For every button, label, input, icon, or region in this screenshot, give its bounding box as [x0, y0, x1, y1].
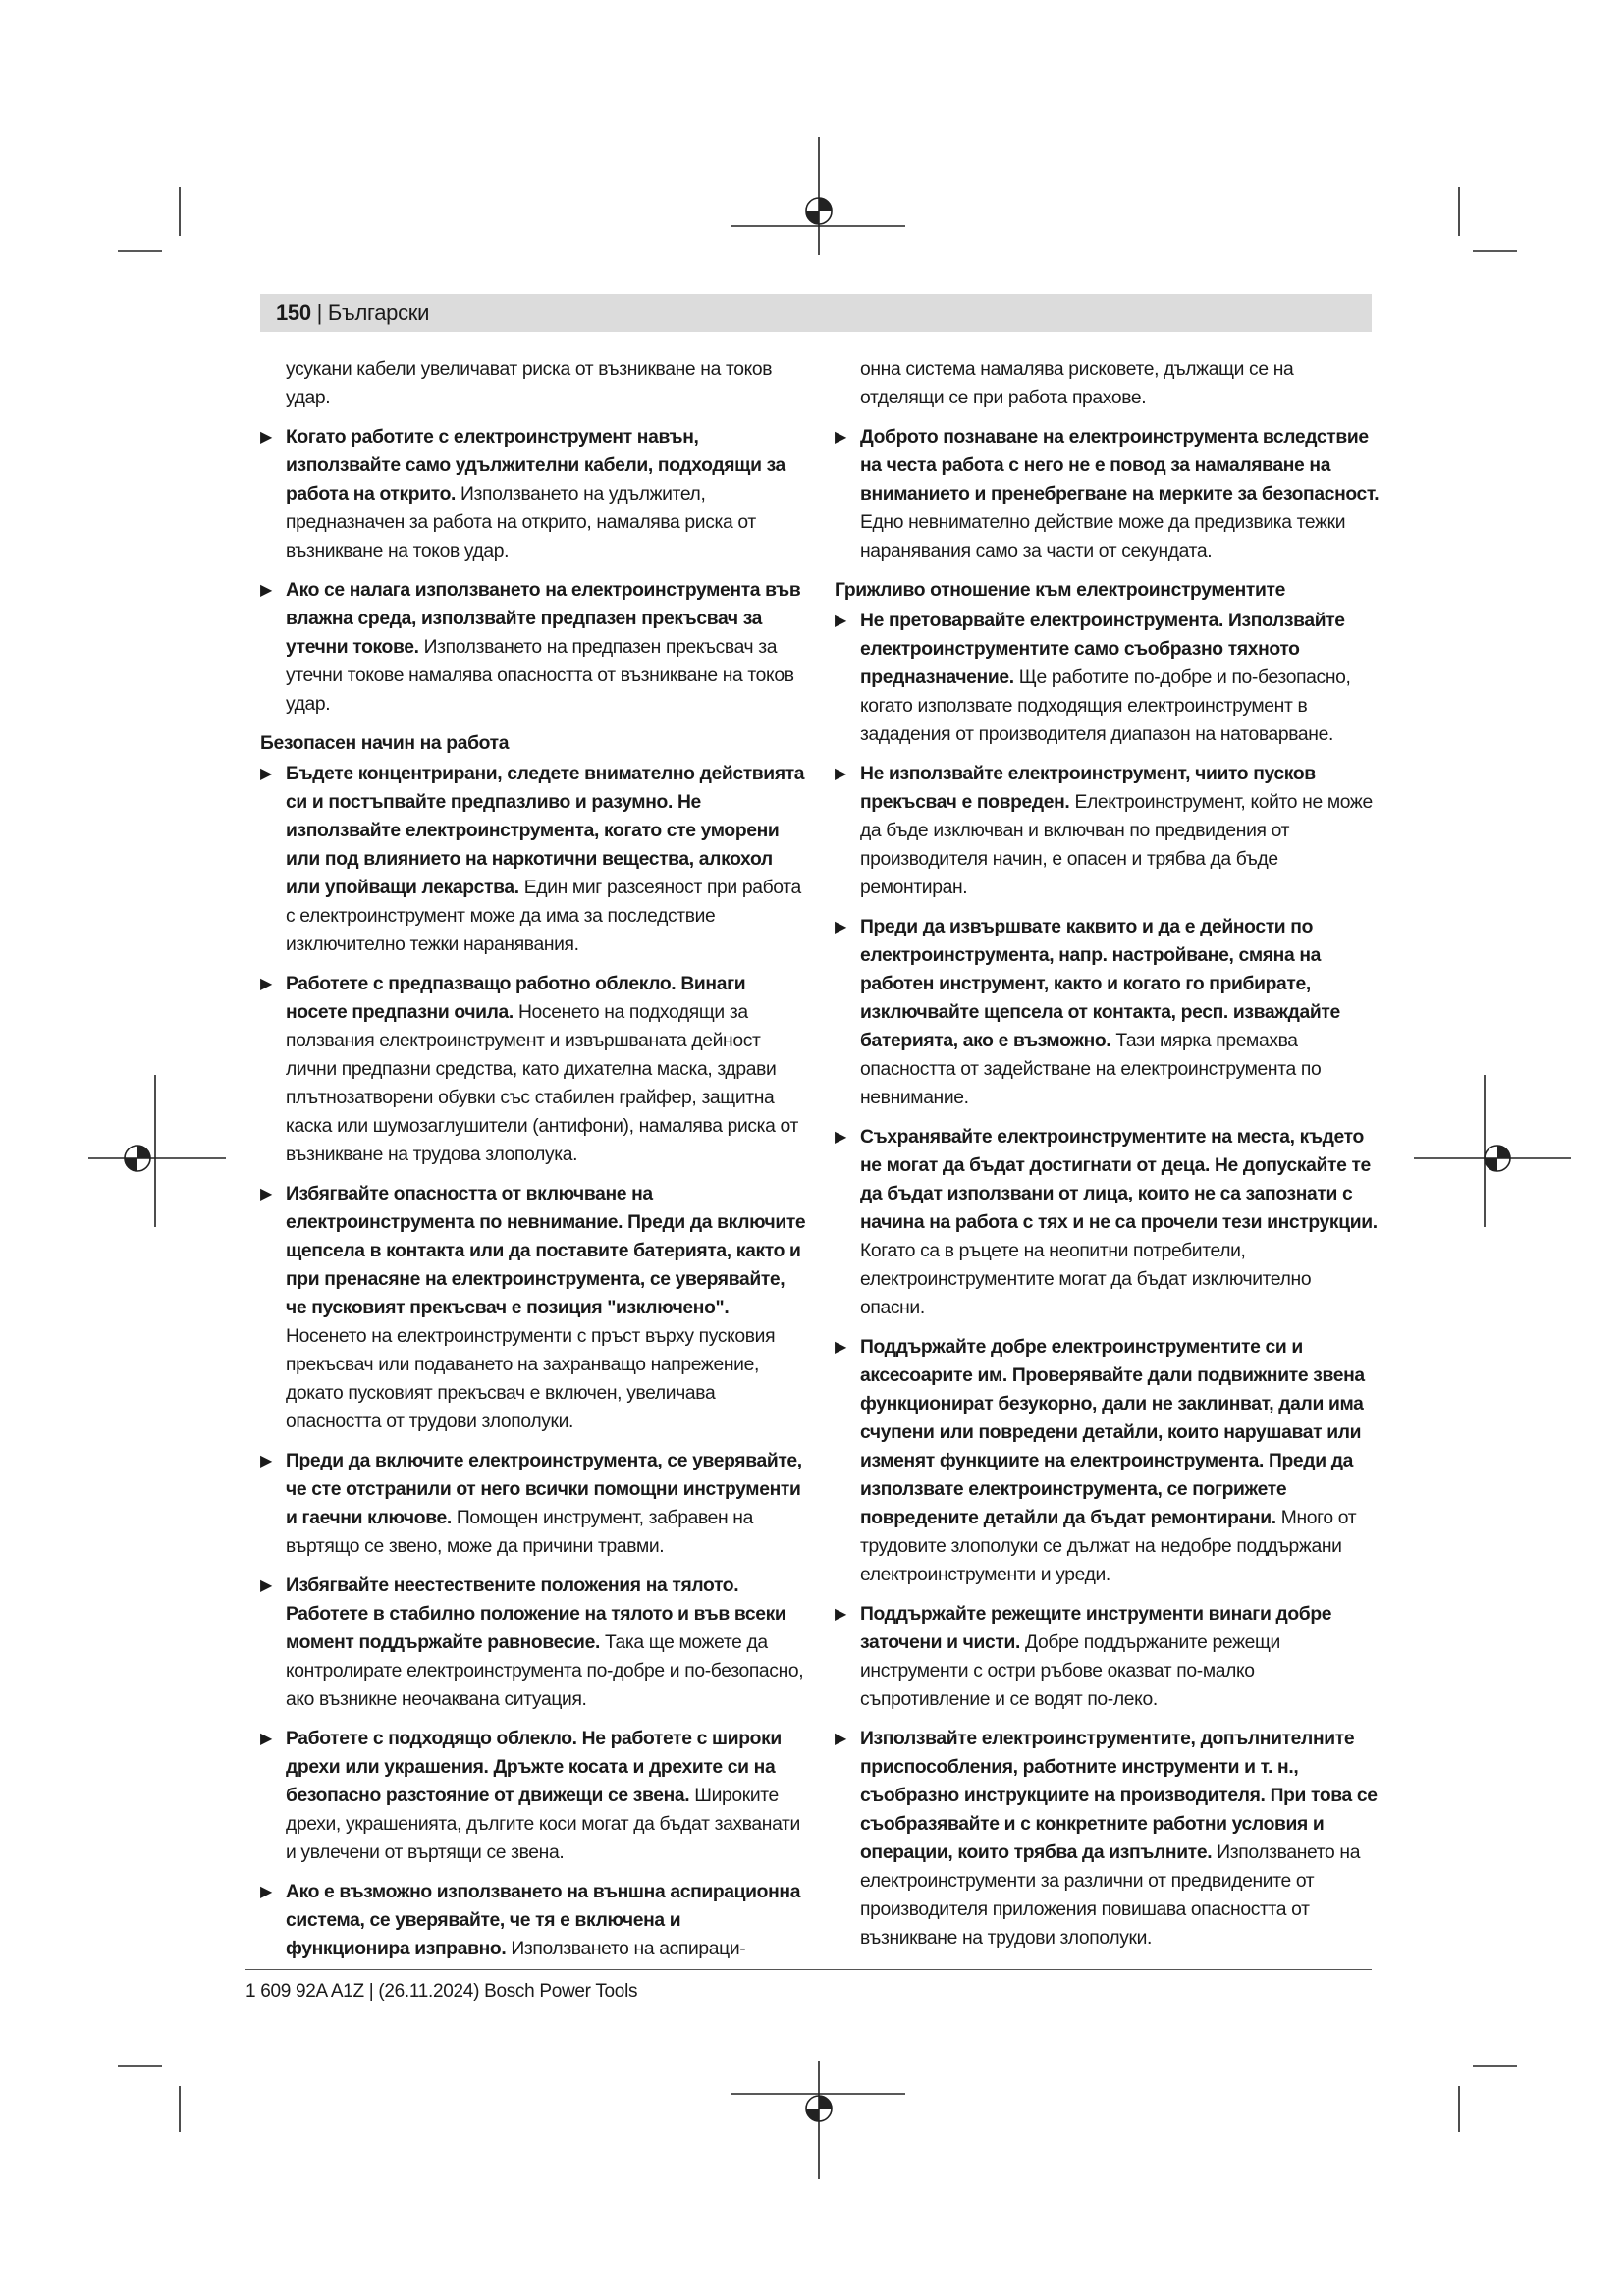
safety-item — [835, 913, 1380, 1112]
item-bold-text: Използвайте електроинструментите, допълнителните приспособления, работните инструменти и т. н., съобразно инструкциите на производителя. При това се съобразявайте и с конкретните работни условия и операции, които трябва да изпълните. — [860, 1729, 1378, 1863]
item-bold-text: Поддържайте добре електроинструментите си и аксесоарите им. Проверявайте дали подвижните звена функционират безукорно, дали не заклинват, дали има счупени или повредени детайли, които нарушават или изменят функциите на електроинструмента. Преди да използвате електроинструмента, се погрижете повредените детайли да бъдат ремонтирани. — [860, 1337, 1365, 1528]
safety-item — [835, 1123, 1380, 1322]
section-heading: Безопасен начин на работа — [260, 733, 510, 754]
item-body-text: Тази мярка премахва опасността от задействане на електроинструмента по невнимание. — [860, 1031, 1322, 1108]
continuation-text: онна система намалява рисковете, дължащи се на отделящи се при работа прахове. — [860, 359, 1294, 408]
header-separator: | — [316, 300, 323, 325]
safety-item — [835, 1600, 1380, 1714]
footer-rule — [245, 1969, 1372, 1970]
bullet-icon: ▶ — [835, 1129, 846, 1146]
item-body-text: Носенето на подходящи за ползвания електроинструмент и извършваната дейност лични предпазни средства, като дихателна маска, здрави плътнозатворени обувки със стабилен грайфер, защитна каска или шумозаглушители (антифони), намалява риска от възникване на трудова злополука. — [286, 1002, 798, 1165]
safety-item — [835, 1333, 1380, 1589]
item-body-text: Когато са в ръцете на неопитни потребители, електроинструментите могат да бъдат изключително опасни. — [860, 1241, 1312, 1318]
safety-item — [260, 1447, 806, 1561]
item-bold-text: Не претоварвайте електроинструмента. Използвайте електроинструментите само съобразно тяхното предназначение. — [860, 611, 1345, 688]
item-body-text: Много от трудовите злополуки се дължат на недобре поддържани електроинструменти и уреди. — [860, 1508, 1357, 1585]
bullet-icon: ▶ — [260, 976, 272, 992]
bullet-icon: ▶ — [260, 1577, 272, 1594]
item-body-text: Помощен инструмент, забравен на въртящо се звено, може да причини травми. — [286, 1508, 753, 1557]
item-body-text: Използването на предпазен прекъсвач за утечни токове намалява опасността от възникване на токов удар. — [286, 637, 794, 715]
safety-item — [835, 760, 1380, 902]
bullet-icon: ▶ — [835, 766, 846, 782]
bullet-icon: ▶ — [835, 1339, 846, 1356]
section-heading: Грижливо отношение към електроинструментите — [835, 580, 1285, 601]
item-body-text: Така ще можете да контролирате електроинструмента по-добре и по-безопасно, ако възникне неочаквана ситуация. — [286, 1632, 804, 1710]
bullet-icon: ▶ — [835, 919, 846, 935]
item-bold-text: Преди да включите електроинструмента, се уверявайте, че сте отстранили от него всички помощни инструменти и гаечни ключове. — [286, 1451, 802, 1528]
bullet-icon: ▶ — [260, 1186, 272, 1202]
bullet-icon: ▶ — [260, 429, 272, 446]
item-body-text: Един миг разсеяност при работа с електроинструмент може да има за последствие изключително тежки наранявания. — [286, 878, 801, 955]
item-body-text: Носенето на електроинструменти с пръст върху пусковия прекъсвач или подаването на захранващо напрежение, докато пусковият прекъсвач е включен, увеличава опасността от трудови злополуки. — [286, 1326, 776, 1432]
bullet-icon: ▶ — [260, 766, 272, 782]
continuation-text: усукани кабели увеличават риска от възникване на токов удар. — [286, 359, 773, 408]
item-bold-text: Работете с предпазващо работно облекло. Винаги носете предпазни очила. — [286, 974, 746, 1023]
safety-item — [260, 760, 806, 959]
item-bold-text: Доброто познаване на електроинструмента вследствие на честа работа с него не е повод за намаляване на вниманието и пренебрегване на мерките за безопасност. — [860, 427, 1380, 505]
item-body-text: Широките дрехи, украшенията, дългите коси могат да бъдат захванати и увлечени от въртящи се звена. — [286, 1786, 800, 1863]
item-bold-text: Поддържайте режещите инструменти винаги добре заточени и чисти. — [860, 1604, 1332, 1653]
item-bold-text: Избягвайте неестествените положения на тялото. Работете в стабилно положение на тялото и във всеки момент поддържайте равновесие. — [286, 1575, 786, 1653]
safety-item — [835, 607, 1380, 749]
item-body-text: Едно невнимателно действие може да предизвика тежки наранявания само за части от секундата. — [860, 512, 1346, 561]
item-body-text: Електроинструмент, който не може да бъде изключван и включван по предвидения от производителя начин, е опасен и трябва да бъде ремонтиран. — [860, 792, 1373, 898]
safety-item — [260, 1180, 806, 1436]
bullet-icon: ▶ — [835, 429, 846, 446]
bullet-icon: ▶ — [835, 613, 846, 629]
page-header — [276, 299, 429, 327]
item-bold-text: Не използвайте електроинструмент, чиито пусков прекъсвач е повреден. — [860, 764, 1316, 813]
bullet-icon: ▶ — [260, 1453, 272, 1469]
safety-item — [260, 576, 806, 719]
safety-item — [260, 1572, 806, 1714]
item-bold-text: Ако е възможно използването на външна аспирационна система, се уверявайте, че тя е включена и функционира изправно. — [286, 1882, 801, 1959]
item-body-text: Ще работите по-добре и по-безопасно, когато използвате подходящия електроинструмент в зададения от производителя диапазон на натоварване. — [860, 667, 1351, 745]
item-bold-text: Работете с подходящо облекло. Не работете с широки дрехи или украшения. Дръжте косата и дрехите си на безопасно разстояние от движещи се звена. — [286, 1729, 782, 1806]
bullet-icon: ▶ — [835, 1731, 846, 1747]
safety-item — [260, 1725, 806, 1867]
item-body-text: Използването на удължител, предназначен за работа на открито, намалява риска от възникване на токов удар. — [286, 484, 756, 561]
page-number: 150 — [276, 300, 311, 325]
safety-item — [835, 423, 1380, 565]
bullet-icon: ▶ — [260, 582, 272, 599]
safety-item — [260, 423, 806, 565]
item-bold-text: Когато работите с електроинструмент навън, използвайте само удължителни кабели, подходящи за работа на открито. — [286, 427, 785, 505]
left-column — [260, 355, 806, 1974]
item-body-text: Добре поддържаните режещи инструменти с остри ръбове оказват по-малко съпротивление и се водят по-леко. — [860, 1632, 1280, 1710]
bullet-icon: ▶ — [835, 1606, 846, 1623]
safety-item — [260, 1878, 806, 1963]
bullet-icon: ▶ — [260, 1731, 272, 1747]
safety-item — [260, 970, 806, 1169]
header-language: Български — [327, 300, 430, 325]
safety-item — [835, 1725, 1380, 1952]
item-bold-text: Ако се налага използването на електроинструмента във влажна среда, използвайте предпазен прекъсвач за утечни токове. — [286, 580, 801, 658]
item-bold-text: Избягвайте опасността от включване на електроинструмента по невнимание. Преди да включите щепсела в контакта или да поставите батерията, както и при пренасяне на електроинструмента, се уверявайте, че пусковият прекъсвач е позиция "изключено". — [286, 1184, 806, 1318]
item-bold-text: Бъдете концентрирани, следете внимателно действията си и постъпвайте предпазливо и разумно. Не използвайте електроинструмента, когато сте уморени или под влиянието на наркотични вещества, алкохол или упойващи лекарства. — [286, 764, 805, 898]
item-bold-text: Преди да извършвате каквито и да е дейности по електроинструмента, напр. настройване, смяна на работен инструмент, както и когато го прибирате, изключвайте щепсела от контакта, респ. изваждайте батерията, ако е възможно. — [860, 917, 1340, 1051]
item-bold-text: Съхранявайте електроинструментите на места, където не могат да бъдат достигнати от деца. Не допускайте те да бъдат използвани от лица, които не са запознати с начина на работа с тях и не са прочели тези инструкции. — [860, 1127, 1378, 1233]
item-body-text: Използването на аспираци- — [511, 1939, 746, 1959]
footer-text: 1 609 92A A1Z | (26.11.2024) Bosch Power Tools — [245, 1981, 638, 2002]
item-body-text: Използването на електроинструменти за различни от предвидените от производителя приложения повишава опасността от възникване на трудови злополуки. — [860, 1842, 1361, 1949]
right-column — [835, 355, 1380, 1963]
bullet-icon: ▶ — [260, 1884, 272, 1900]
